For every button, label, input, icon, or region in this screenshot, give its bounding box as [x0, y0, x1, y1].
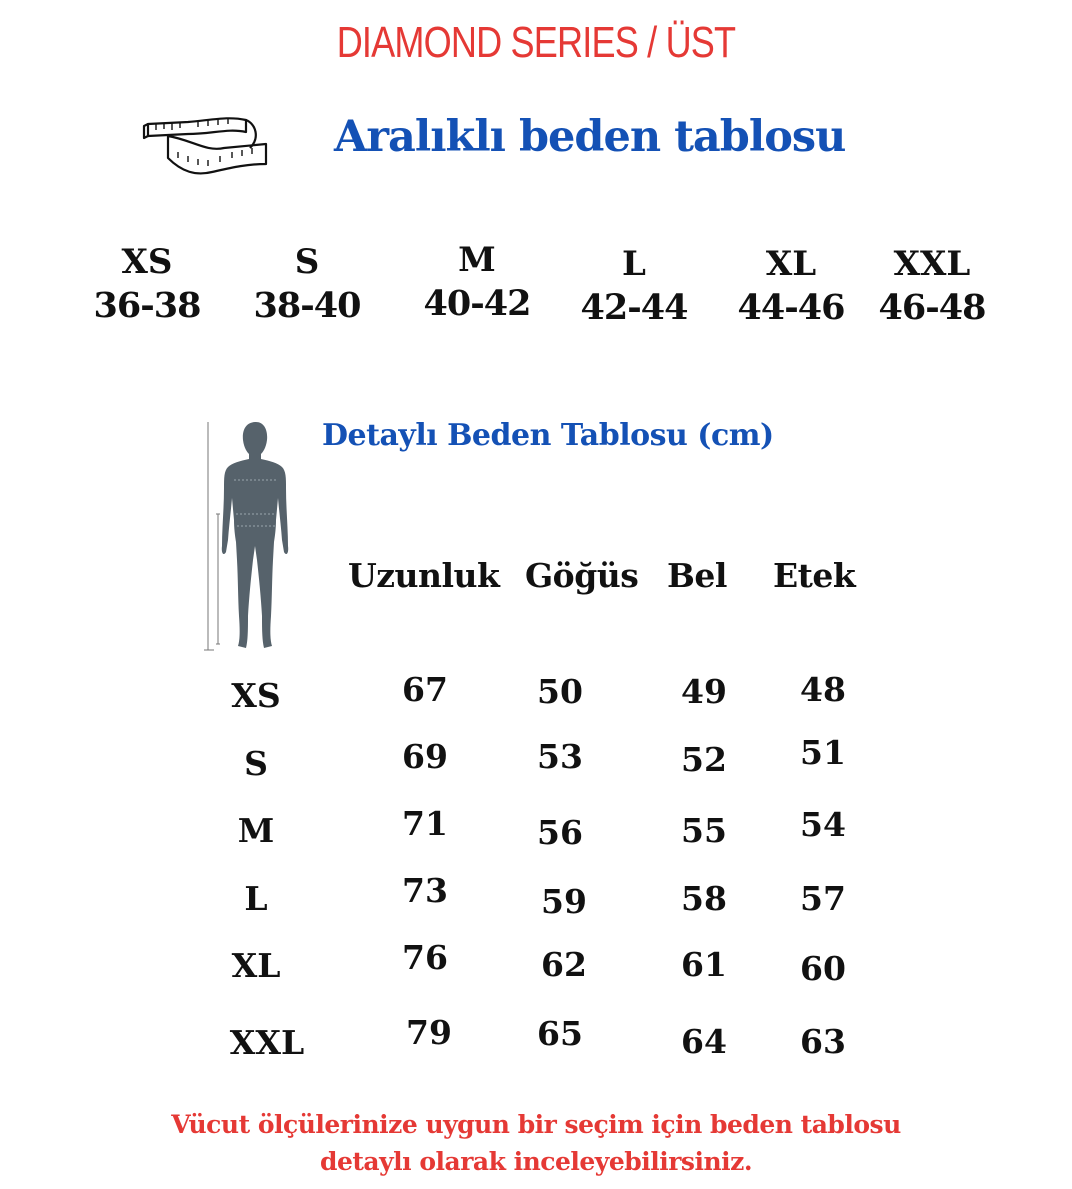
- size-range-xxl: [862, 244, 1002, 332]
- cell-waist: 52: [681, 740, 727, 779]
- cell-length: 69: [402, 737, 448, 776]
- cell-chest: 56: [537, 813, 583, 852]
- cell-chest: 62: [541, 945, 587, 984]
- row-size-label: XS: [231, 676, 281, 715]
- cell-hem: 57: [800, 879, 846, 918]
- column-header-chest: Göğüs: [525, 556, 639, 595]
- size-range-s: [237, 242, 377, 330]
- cell-chest: 65: [537, 1014, 583, 1053]
- page-title: DIAMOND SERIES / ÜST: [336, 18, 736, 67]
- size-range-value: 40-42: [423, 283, 531, 324]
- size-range-value: 46-48: [878, 287, 986, 328]
- row-size-label: XXL: [229, 1023, 305, 1062]
- body-measurement-figure-icon: [200, 418, 300, 658]
- cell-waist: 64: [681, 1022, 727, 1061]
- size-label: XL: [765, 244, 817, 284]
- cell-chest: 59: [541, 882, 587, 921]
- range-table-title: Aralıklı beden tablosu: [334, 112, 846, 162]
- size-range-l: [564, 244, 704, 332]
- cell-waist: 58: [681, 879, 727, 918]
- row-size-label: L: [244, 879, 268, 918]
- cell-length: 73: [402, 871, 448, 910]
- cell-hem: 60: [800, 949, 846, 988]
- footer-note-line-1: Vücut ölçülerinize uygun bir seçim için beden tablosu: [171, 1110, 901, 1139]
- size-range-value: 38-40: [253, 285, 361, 326]
- cell-waist: 55: [681, 811, 727, 850]
- size-range-value: 44-46: [737, 287, 845, 328]
- cell-chest: 53: [537, 737, 583, 776]
- cell-waist: 49: [681, 672, 727, 711]
- measuring-tape-icon: [142, 112, 272, 180]
- column-header-waist: Bel: [667, 556, 727, 595]
- size-label: S: [294, 242, 320, 282]
- column-header-length: Uzunluk: [348, 556, 500, 595]
- footer-note-line-2: detaylı olarak inceleyebilirsiniz.: [319, 1147, 753, 1176]
- row-size-label: XL: [231, 946, 281, 985]
- detail-table-title: Detaylı Beden Tablosu (cm): [322, 418, 774, 453]
- size-label: L: [622, 244, 646, 284]
- cell-hem: 48: [800, 670, 846, 709]
- column-header-hem: Etek: [773, 556, 856, 595]
- size-range-m: [407, 240, 547, 328]
- cell-length: 67: [402, 670, 448, 709]
- size-range-xl: [721, 244, 861, 332]
- row-size-label: S: [244, 744, 268, 783]
- cell-waist: 61: [681, 945, 727, 984]
- size-label: M: [458, 240, 496, 280]
- cell-hem: 54: [800, 805, 846, 844]
- cell-length: 79: [406, 1013, 452, 1052]
- size-range-value: 42-44: [580, 287, 688, 328]
- size-range-value: 36-38: [93, 285, 201, 326]
- size-label: XXL: [893, 244, 971, 284]
- cell-hem: 51: [800, 733, 846, 772]
- row-size-label: M: [237, 811, 275, 850]
- cell-length: 71: [402, 804, 448, 843]
- cell-chest: 50: [537, 672, 583, 711]
- size-range-xs: [77, 242, 217, 330]
- size-label: XS: [121, 242, 173, 282]
- cell-length: 76: [402, 938, 448, 977]
- cell-hem: 63: [800, 1022, 846, 1061]
